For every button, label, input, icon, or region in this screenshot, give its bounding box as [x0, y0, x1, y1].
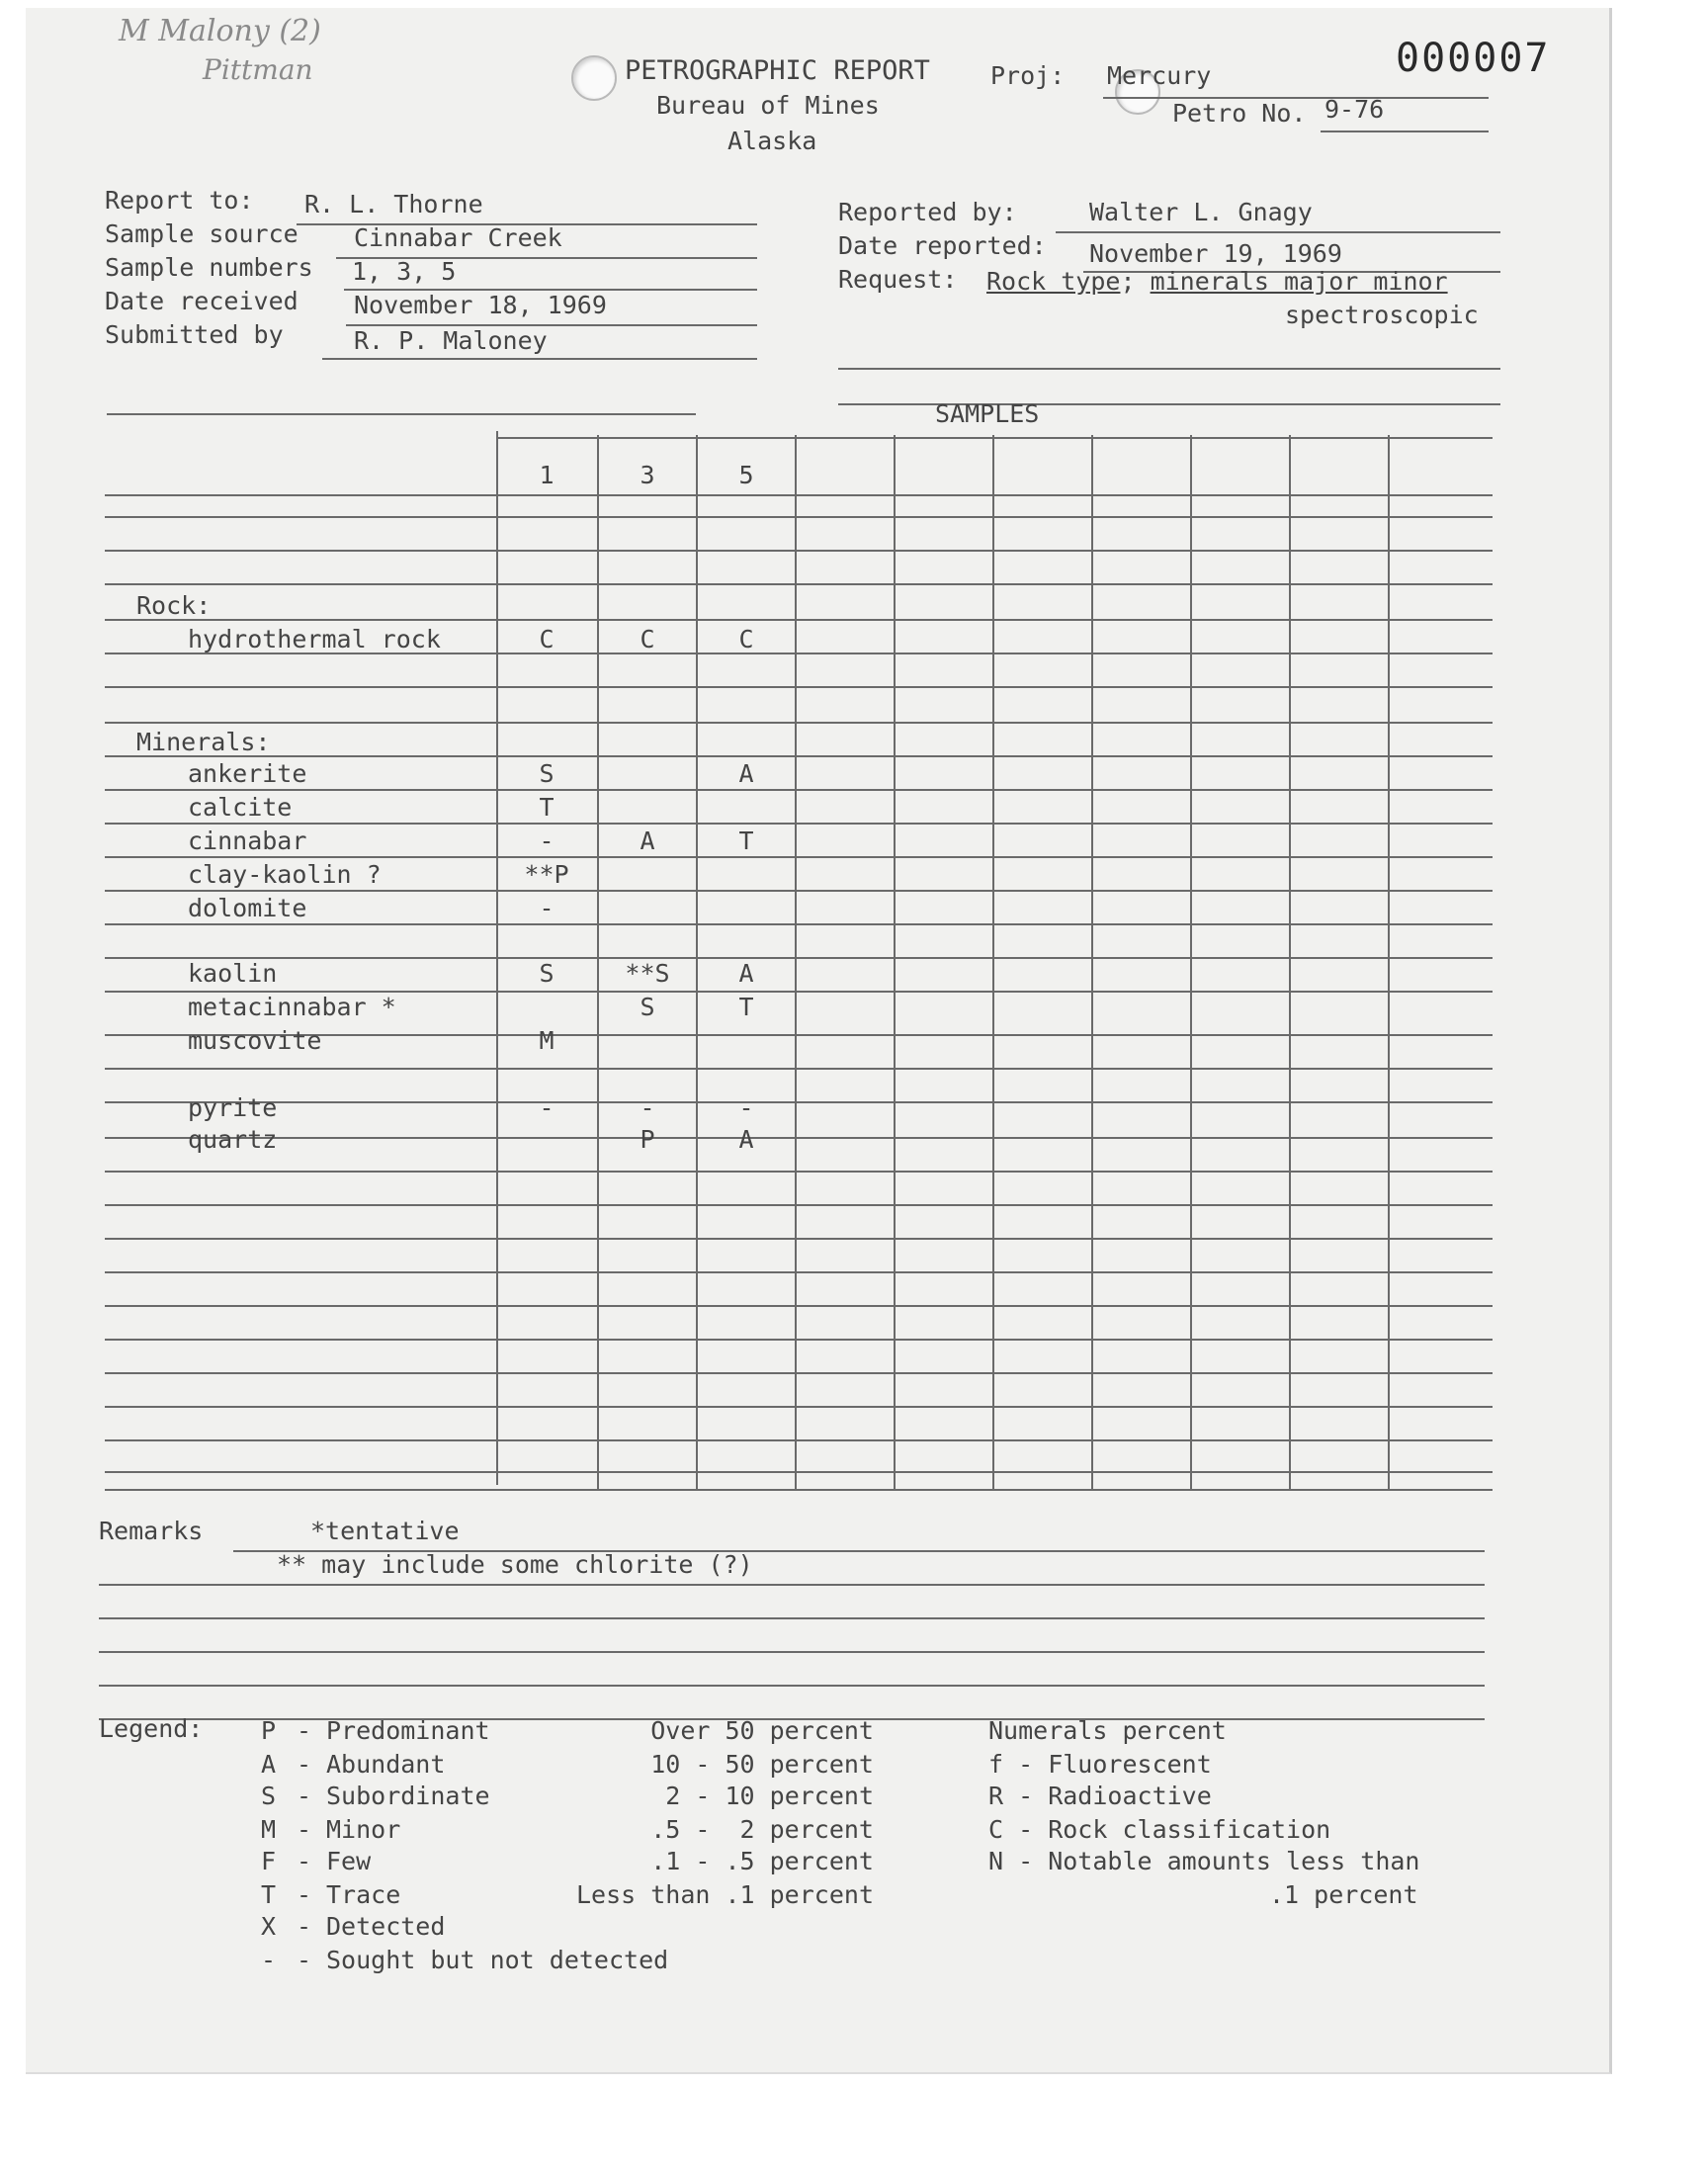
legend-code: S [261, 1782, 277, 1810]
cell-value: - [539, 1093, 555, 1122]
cell-value: **P [524, 860, 569, 889]
legend-range: 2 - 10 percent [665, 1782, 874, 1810]
legend-range: Over 50 percent [650, 1716, 874, 1745]
cell-value: T [738, 826, 754, 855]
legend-range: .1 - .5 percent [650, 1847, 874, 1875]
grid-row-line [496, 437, 1493, 439]
cell-value: - [539, 826, 555, 855]
legend-dash: - [297, 1815, 312, 1844]
row-label: kaolin [188, 959, 278, 988]
legend-dash: - [297, 1880, 312, 1909]
sample-header: 3 [640, 461, 655, 489]
legend-range: Less than .1 percent [575, 1880, 874, 1909]
legend-code: P [261, 1716, 277, 1745]
date-reported-label: Date reported: [838, 231, 1047, 260]
grid-row-line [105, 1068, 1493, 1070]
grid-row-line [105, 583, 1493, 585]
date-received-label: Date received [105, 287, 299, 315]
row-label: ankerite [188, 759, 307, 788]
sample-numbers-label: Sample numbers [105, 253, 313, 282]
legend-right-item: .1 percent [1269, 1880, 1418, 1909]
grid-row-line [105, 1305, 1493, 1307]
legend-meaning: Trace [326, 1880, 401, 1909]
legend-dash: - [297, 1716, 312, 1745]
region-name: Alaska [727, 127, 817, 155]
cell-value: - [539, 894, 555, 922]
cell-value: - [640, 1093, 655, 1122]
row-label: cinnabar [188, 826, 307, 855]
grid-row-line [105, 890, 1493, 892]
sample-source-label: Sample source [105, 219, 299, 248]
grid-column-line [992, 435, 994, 1489]
legend-dash: - [297, 1847, 312, 1875]
legend-code: F [261, 1847, 277, 1875]
agency-name: Bureau of Mines [656, 91, 880, 120]
cell-value: T [539, 793, 555, 822]
punch-hole-left [571, 55, 617, 101]
grid-row-line [105, 1238, 1493, 1240]
grid-row-line [105, 755, 1493, 757]
legend-label: Legend: [99, 1714, 204, 1743]
remarks-label: Remarks [99, 1517, 204, 1545]
proj-label: Proj: [990, 61, 1066, 90]
cell-value: C [539, 625, 555, 653]
grid-row-line [105, 1406, 1493, 1408]
legend-code: M [261, 1815, 277, 1844]
submitted-by-value: R. P. Maloney [354, 326, 548, 355]
grid-row-line [105, 516, 1493, 518]
row-label: hydrothermal rock [188, 625, 441, 653]
grid-column-line [894, 435, 896, 1489]
row-label: calcite [188, 793, 293, 822]
cell-value: - [738, 1093, 754, 1122]
cell-value: C [640, 625, 655, 653]
grid-row-line [105, 1101, 1493, 1103]
legend-meaning: Abundant [326, 1750, 446, 1779]
remarks-line-2: ** may include some chlorite (?) [277, 1550, 753, 1579]
legend-dash: - [297, 1946, 312, 1974]
legend-meaning: Predominant [326, 1716, 490, 1745]
row-label: clay-kaolin ? [188, 860, 382, 889]
legend-code: A [261, 1750, 277, 1779]
grid-row-line [105, 1439, 1493, 1441]
grid-row-line [105, 957, 1493, 959]
row-label: muscovite [188, 1026, 322, 1055]
legend-dash: - [297, 1750, 312, 1779]
cell-value: S [640, 993, 655, 1021]
grid-row-line [105, 1471, 1493, 1473]
grid-row-line [105, 1271, 1493, 1273]
legend-meaning: Minor [326, 1815, 401, 1844]
cell-value: S [539, 959, 555, 988]
cell-value: A [738, 1125, 754, 1154]
grid-row-line [105, 686, 1493, 688]
legend-range: 10 - 50 percent [650, 1750, 874, 1779]
report-title: PETROGRAPHIC REPORT [625, 55, 930, 86]
legend-code: - [261, 1946, 277, 1974]
legend-dash: - [297, 1782, 312, 1810]
document-number: 000007 [1396, 36, 1551, 81]
legend-code: X [261, 1912, 277, 1941]
cell-value: M [539, 1026, 555, 1055]
grid-row-line [105, 1137, 1493, 1139]
cell-value: **S [625, 959, 670, 988]
grid-row-line [105, 494, 1493, 496]
row-label: metacinnabar * [188, 993, 396, 1021]
grid-row-line [105, 1339, 1493, 1341]
row-label: pyrite [188, 1093, 278, 1122]
grid-row-line [105, 1171, 1493, 1173]
reported-by-value: Walter L. Gnagy [1089, 198, 1313, 226]
grid-row-line [105, 1372, 1493, 1374]
grid-column-line [1289, 435, 1291, 1489]
legend-range: .5 - 2 percent [650, 1815, 874, 1844]
rock-heading: Rock: [136, 591, 212, 620]
cell-value: A [738, 759, 754, 788]
remarks-line-1: *tentative [310, 1517, 460, 1545]
grid-column-line [1388, 435, 1390, 1489]
request-label: Request: [838, 265, 958, 294]
proj-value: Mercury [1107, 61, 1212, 90]
legend-dash: - [297, 1912, 312, 1941]
cell-value: P [640, 1125, 655, 1154]
submitted-by-label: Submitted by [105, 320, 284, 349]
legend-right-item: C - Rock classification [988, 1815, 1331, 1844]
reported-by-label: Reported by: [838, 198, 1017, 226]
cell-value: C [738, 625, 754, 653]
cell-value: T [738, 993, 754, 1021]
legend-meaning: Detected [326, 1912, 446, 1941]
date-received-value: November 18, 1969 [354, 291, 607, 319]
grid-row-line [105, 823, 1493, 825]
date-reported-value: November 19, 1969 [1089, 239, 1342, 268]
grid-row-line [105, 619, 1493, 621]
request-value: Rock type; minerals major minor [986, 267, 1448, 296]
grid-row-line [105, 550, 1493, 552]
handwritten-note-2: Pittman [203, 53, 313, 86]
legend-meaning: Subordinate [326, 1782, 490, 1810]
cell-value: A [738, 959, 754, 988]
grid-column-line [1091, 435, 1093, 1489]
legend-right-item: f - Fluorescent [988, 1750, 1212, 1779]
grid-column-line [1190, 435, 1192, 1489]
legend-meaning: Sought but not detected [326, 1946, 669, 1974]
petro-value: 9-76 [1324, 95, 1385, 124]
row-label: quartz [188, 1125, 278, 1154]
report-to-value: R. L. Thorne [304, 190, 483, 218]
grid-row-line [105, 856, 1493, 858]
sample-source-value: Cinnabar Creek [354, 223, 562, 252]
legend-right-item: Numerals percent [988, 1716, 1227, 1745]
grid-row-line [105, 923, 1493, 925]
handwritten-note: M Malony (2) [119, 14, 321, 48]
sample-header: 5 [738, 461, 754, 489]
request-value-spectroscopic: spectroscopic [1285, 301, 1479, 329]
cell-value: S [539, 759, 555, 788]
grid-row-line [105, 789, 1493, 791]
cell-value: A [640, 826, 655, 855]
legend-meaning: Few [326, 1847, 372, 1875]
grid-row-line [105, 1489, 1493, 1491]
petro-label: Petro No. [1172, 99, 1307, 128]
sample-header: 1 [539, 461, 555, 489]
sample-numbers-value: 1, 3, 5 [352, 257, 457, 286]
legend-code: T [261, 1880, 277, 1909]
row-label: dolomite [188, 894, 307, 922]
minerals-heading: Minerals: [136, 728, 271, 756]
samples-heading: SAMPLES [935, 399, 1040, 428]
grid-row-line [105, 722, 1493, 724]
grid-row-line [105, 1204, 1493, 1206]
legend-right-item: N - Notable amounts less than [988, 1847, 1420, 1875]
legend-right-item: R - Radioactive [988, 1782, 1212, 1810]
report-to-label: Report to: [105, 186, 254, 215]
